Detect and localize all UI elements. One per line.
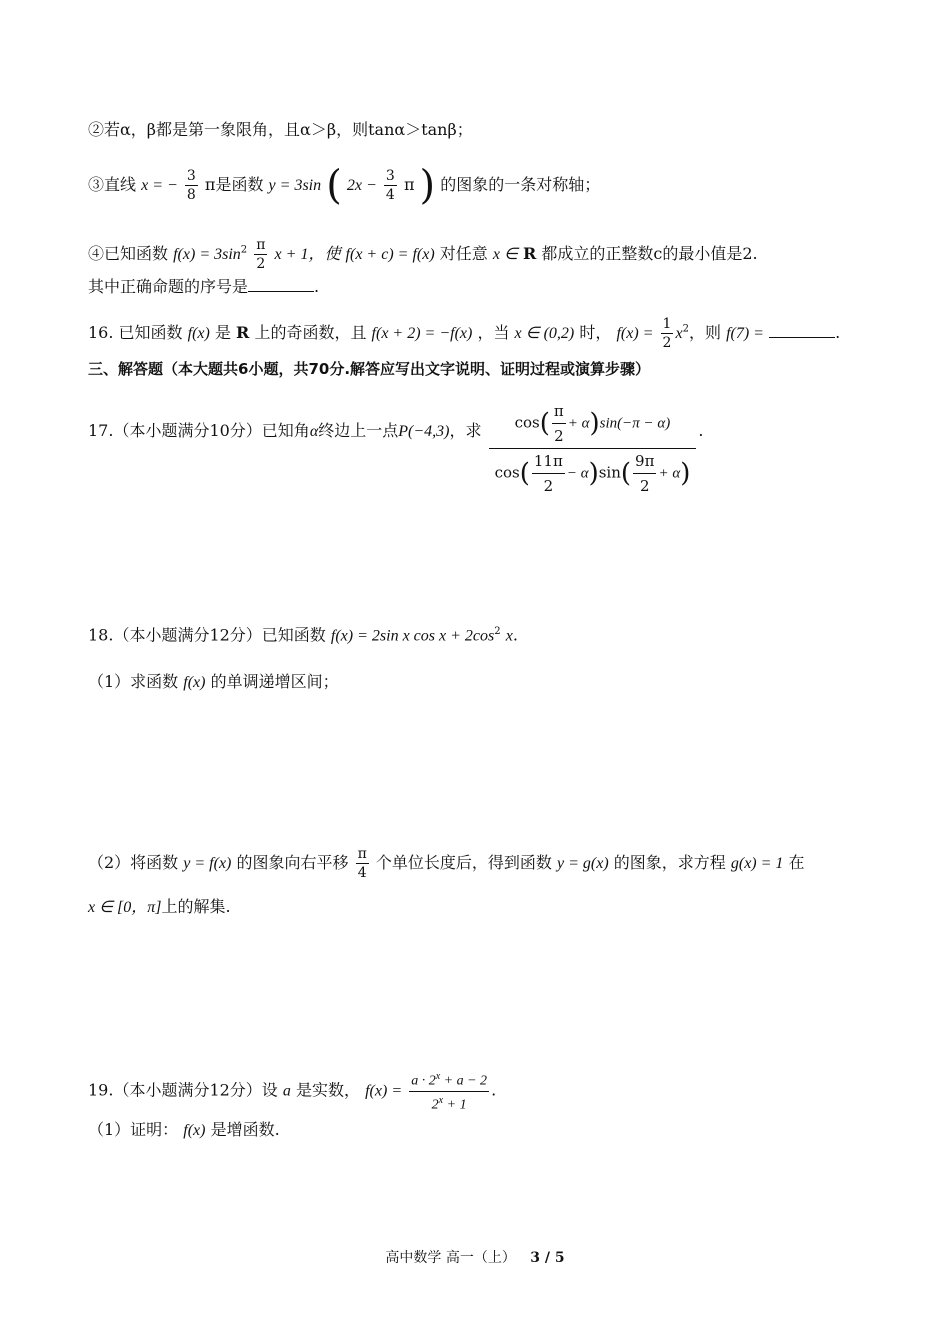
left-paren: ( bbox=[326, 162, 342, 209]
item-4-pre: ④已知函数 bbox=[88, 244, 169, 263]
q17-den-sin: sin bbox=[598, 463, 621, 482]
item-3-y: y = 3sin bbox=[268, 177, 322, 194]
q18-part2-y: y = f(x) bbox=[183, 855, 232, 872]
paren: ) bbox=[680, 458, 691, 489]
q17-mid: 终边上一点 bbox=[318, 421, 399, 440]
paren: ( bbox=[519, 458, 530, 489]
item-4-x: x ∈ bbox=[492, 246, 518, 263]
q16-fx2: f(x) = bbox=[616, 325, 654, 342]
section-3-title bbox=[88, 358, 650, 380]
item-4-fraction bbox=[254, 236, 267, 273]
q18-x: x bbox=[505, 627, 513, 645]
q19-num-sup: x bbox=[435, 1071, 441, 1082]
q17-num-sin: sin(−π − α) bbox=[599, 415, 671, 432]
q16-answer-blank bbox=[769, 323, 835, 338]
q19-den-post: + 1 bbox=[446, 1097, 467, 1113]
q17-expression bbox=[489, 399, 697, 498]
q16-half-den: 2 bbox=[662, 335, 672, 351]
item-3-fraction bbox=[185, 167, 198, 204]
q16-fx: f(x) bbox=[187, 325, 210, 342]
q16-when: ，当 bbox=[477, 323, 510, 342]
q16-half bbox=[661, 315, 674, 352]
q19-fraction bbox=[409, 1068, 489, 1114]
paren: ) bbox=[588, 458, 599, 489]
q18-part2-den: 4 bbox=[357, 865, 367, 881]
q19-end: . bbox=[491, 1080, 497, 1100]
q18-part-2-cont bbox=[88, 896, 231, 919]
item-3-inner-den: 4 bbox=[385, 187, 395, 203]
frac-den: 2 bbox=[639, 477, 650, 495]
q17-den-frac-b bbox=[633, 449, 656, 498]
q18-sq: 2 bbox=[494, 626, 501, 637]
item-2 bbox=[88, 119, 473, 141]
ask-line bbox=[88, 276, 319, 298]
q19-part1-fx: f(x) bbox=[183, 1122, 206, 1139]
q18-part2-at: 在 bbox=[788, 853, 805, 872]
q17-denominator bbox=[489, 449, 697, 498]
item-4-sq: 2 bbox=[240, 244, 248, 256]
q19-den-base: 2 bbox=[431, 1097, 439, 1113]
item-3-inner-pre: 2x − bbox=[346, 177, 377, 194]
q16-end: . bbox=[835, 323, 841, 342]
q17-den-cos: cos bbox=[494, 463, 520, 482]
q17-numerator bbox=[489, 399, 697, 449]
q17-den-post-b: + α bbox=[658, 465, 681, 482]
q19-fx: f(x) = bbox=[365, 1082, 403, 1100]
q18-part2-eq: g(x) = 1 bbox=[730, 855, 784, 872]
item-4-frac-den: 2 bbox=[256, 256, 266, 272]
q17-point: P(−4,3) bbox=[398, 423, 450, 440]
question-16 bbox=[88, 315, 840, 352]
item-3-pre: ③直线 bbox=[88, 175, 137, 194]
item-3-frac-num: 3 bbox=[186, 168, 196, 184]
item-3 bbox=[88, 162, 601, 209]
q19-part1-post: 是增函数. bbox=[210, 1120, 280, 1139]
q19-part-1 bbox=[88, 1119, 280, 1142]
q16-time: 时， bbox=[579, 323, 612, 342]
item-3-inner-num: 3 bbox=[385, 168, 395, 184]
frac-num: 9π bbox=[633, 449, 656, 474]
item-4-frac-num: π bbox=[256, 237, 266, 253]
q16-R: R bbox=[236, 323, 250, 342]
frac-den: 2 bbox=[543, 477, 554, 495]
item-3-frac-den: 8 bbox=[186, 187, 196, 203]
item-4-post: 对任意 bbox=[439, 244, 488, 263]
q16-is: 是 bbox=[214, 323, 231, 342]
item-4-end: 都成立的正整数c的最小值是2. bbox=[541, 244, 758, 263]
q17-ask: ，求 bbox=[449, 421, 482, 440]
q17-num-cos: cos bbox=[514, 413, 540, 432]
q16-mid: 上的奇函数，且 bbox=[254, 323, 367, 342]
q17-end: . bbox=[698, 421, 704, 440]
paren: ( bbox=[539, 408, 550, 439]
answer-blank bbox=[248, 277, 314, 292]
item-4-R: R bbox=[523, 244, 537, 263]
q17-alpha: α bbox=[309, 423, 319, 440]
frac-den: 2 bbox=[554, 427, 564, 445]
item-4 bbox=[88, 236, 758, 273]
q19-den-sup: x bbox=[438, 1094, 444, 1106]
q17-num-frac bbox=[552, 399, 566, 448]
q18-part2-g: y = g(x) bbox=[557, 855, 609, 872]
q17-num-post: + α bbox=[567, 415, 590, 432]
paren: ) bbox=[589, 408, 600, 439]
item-4-fx: f(x) = 3sin bbox=[173, 246, 241, 263]
ask-text: 其中正确命题的序号是 bbox=[88, 277, 249, 296]
q18-part2-pre: （2）将函数 bbox=[88, 853, 179, 872]
q17-label: 17.（本小题满分10分）已知角 bbox=[88, 421, 310, 440]
item-3-post: 的图象的一条对称轴； bbox=[440, 175, 601, 194]
q16-x: x bbox=[675, 325, 683, 342]
item-3-eq: x = − bbox=[141, 177, 178, 194]
question-19 bbox=[88, 1068, 496, 1114]
q16-pre: 16. 已知函数 bbox=[88, 323, 183, 342]
frac-num: π bbox=[552, 399, 566, 424]
question-18 bbox=[88, 621, 518, 647]
frac-num: 11π bbox=[532, 449, 565, 474]
ask-end: . bbox=[314, 277, 320, 296]
page-footer bbox=[0, 1247, 950, 1267]
q16-cond: f(x + 2) = −f(x) bbox=[371, 325, 473, 342]
item-4-mid: x + 1，使 bbox=[274, 246, 341, 263]
q16-f7: f(7) = bbox=[726, 325, 764, 342]
q18-part1-post: 的单调递增区间； bbox=[210, 672, 339, 691]
item-3-mid: π是函数 bbox=[204, 175, 264, 194]
q17-den-post-a: − α bbox=[566, 465, 589, 482]
item-2-text: ②若α，β都是第一象限角，且α＞β，则tanα＞tanβ； bbox=[88, 120, 473, 139]
q18-fx: f(x) = 2sin x cos x + 2cos bbox=[330, 627, 495, 645]
q18-part2-frac bbox=[356, 845, 369, 882]
item-4-cond: f(x + c) = f(x) bbox=[345, 246, 435, 263]
q17-den-frac-a bbox=[532, 449, 565, 498]
q19-denominator bbox=[409, 1092, 489, 1115]
q18-part2-range: x ∈ [0，π] bbox=[88, 899, 162, 916]
q18-part2-mid3: 的图象，求方程 bbox=[613, 853, 726, 872]
page-number: 3 / 5 bbox=[530, 1250, 565, 1266]
q18-part2-mid: 的图象向右平移 bbox=[236, 853, 349, 872]
q18-part2-end: 上的解集. bbox=[161, 897, 231, 916]
item-3-inner-fraction bbox=[384, 167, 397, 204]
q19-label: 19.（本小题满分12分）设 bbox=[88, 1080, 278, 1100]
q16-then: ，则 bbox=[688, 323, 721, 342]
q18-part2-num: π bbox=[357, 846, 367, 862]
q18-end: . bbox=[512, 625, 518, 645]
question-17 bbox=[88, 399, 703, 498]
q18-part1-pre: （1）求函数 bbox=[88, 672, 179, 691]
q19-num-post: + a − 2 bbox=[443, 1073, 488, 1089]
q19-a: a bbox=[282, 1082, 291, 1100]
q18-label: 18.（本小题满分12分）已知函数 bbox=[88, 625, 326, 645]
q19-part1-pre: （1）证明： bbox=[88, 1120, 179, 1139]
q18-part1-fx: f(x) bbox=[183, 674, 206, 691]
q18-part-1 bbox=[88, 671, 339, 694]
q19-mid: 是实数， bbox=[296, 1080, 361, 1100]
q19-num-a: a · 2 bbox=[411, 1073, 436, 1089]
right-paren: ) bbox=[419, 162, 436, 209]
section-3-title-text: 三、解答题（本大题共6小题，共70分.解答应写出文字说明、证明过程或演算步骤） bbox=[88, 360, 651, 378]
q16-sq: 2 bbox=[682, 323, 689, 335]
q18-part-2 bbox=[88, 845, 805, 882]
paren: ( bbox=[620, 458, 632, 489]
q19-numerator bbox=[409, 1068, 489, 1092]
footer-text: 高中数学 高一（上） bbox=[385, 1250, 516, 1266]
q16-half-num: 1 bbox=[662, 316, 672, 332]
q16-interval: x ∈ (0,2) bbox=[514, 325, 575, 342]
item-3-inner-post: π bbox=[403, 175, 415, 194]
q18-part2-mid2: 个单位长度后，得到函数 bbox=[375, 853, 552, 872]
